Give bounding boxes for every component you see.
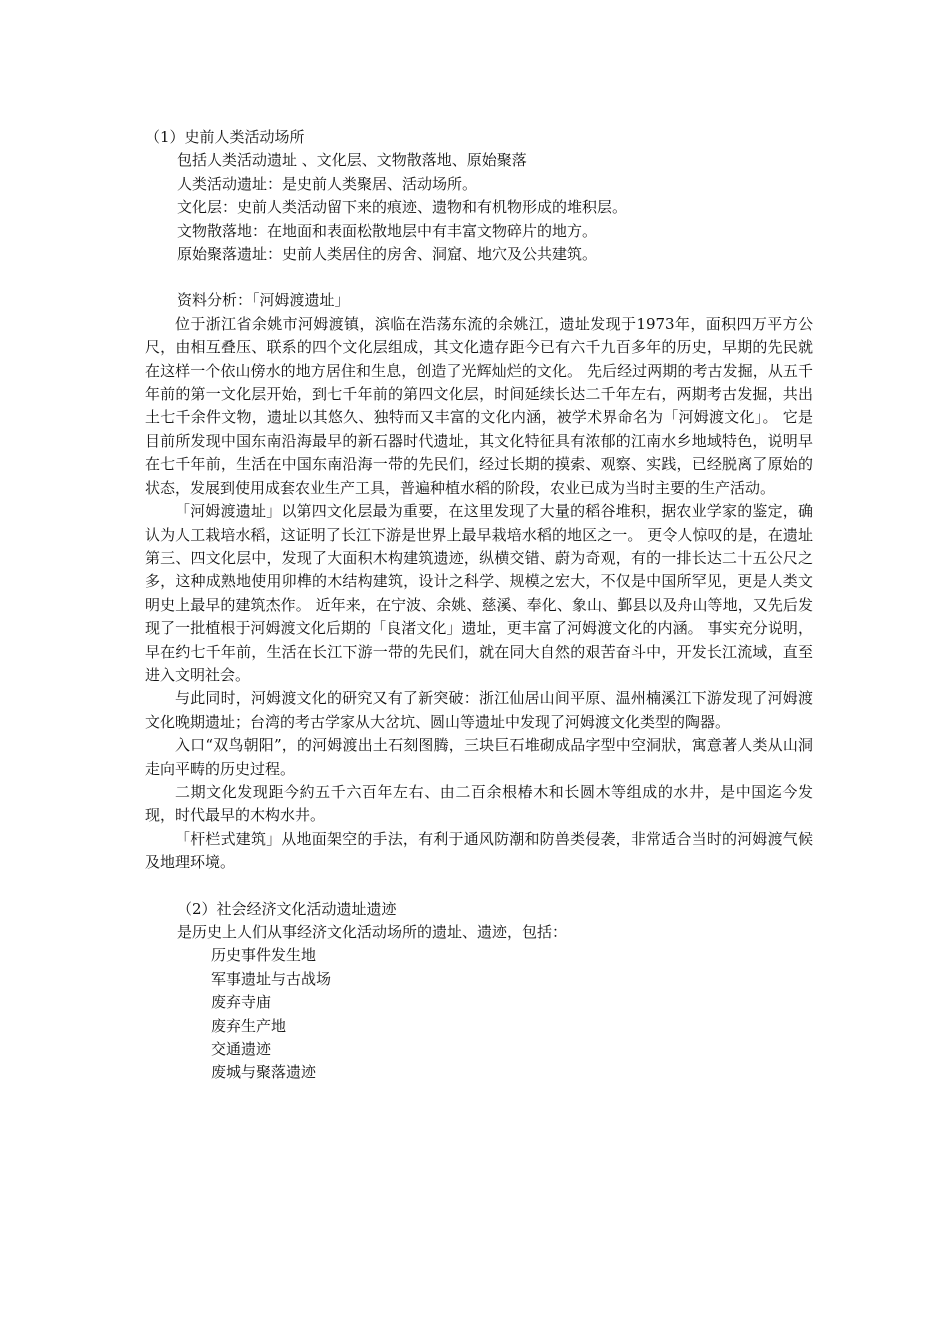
section1-line-3: 文化层：史前人类活动留下来的痕迹、遗物和有机物形成的堆积层。 (177, 198, 628, 217)
analysis-paragraph-6: 「杆栏式建筑」从地面架空的手法，有利于通风防潮和防兽类侵袭，非常适合当时的河姆渡气候及地理环境。 (145, 829, 813, 872)
spacer (145, 266, 813, 289)
section1-heading: （1）史前人类活动场所 (145, 128, 305, 146)
spacer (145, 875, 813, 898)
analysis-title: 资料分析：「河姆渡遗址」 (177, 291, 350, 310)
section2-item-2: 军事遗址与古战场 (211, 969, 332, 988)
section1-line-5: 原始聚落遗址：史前人类居住的房舍、洞窟、地穴及公共建筑。 (177, 245, 598, 264)
section1-line-4: 文物散落地：在地面和表面松散地层中有丰富文物碎片的地方。 (177, 221, 598, 240)
section1-line-2: 人类活动遗址：是史前人类聚居、活动场所。 (177, 174, 478, 193)
section2-item-6: 废城与聚落遗迹 (211, 1063, 317, 1082)
analysis-paragraph-1: 位于浙江省余姚市河姆渡镇，滨临在浩荡东流的余姚江，遗址发现于1973年，面积四万平方公尺，由相互叠压、联系的四个文化层组成，其文化遗存距今已有六千九百多年的历史，早期的先民就在这样一个依山傍水的地方居住和生息，创造了光辉灿烂的文化。 先后经过两期的考古发掘，从五千年前的第一文化层开始，到七千年前的第四文化层，时间延续长达二千年左右，两期考古发掘，共出土七千余件文物，遗址以其悠久、独特而又丰富的文化内涵，被学术界命名为「河姆渡文化」。 它是目前所发现中国东南沿海最早的新石器时代遗址，其文化特征具有浓郁的江南水乡地域特色，说明早在七千年前，生活在中国东南沿海一带的先民们，经过长期的摸索、观察、实践，已经脱离了原始的状态，发展到使用成套农业生产工具，普遍种植水稻的阶段，农业已成为当时主要的生产活动。 (145, 314, 813, 497)
section2-item-5: 交通遗迹 (211, 1040, 272, 1059)
document-page (145, 126, 813, 1085)
analysis-paragraph-5: 二期文化发现距今約五千六百年左右、由二百余根椿木和长圆木等组成的水井，是中国迄今发现，时代最早的木构水井。 (145, 782, 813, 825)
analysis-paragraph-3: 与此同时，河姆渡文化的研究又有了新突破：浙江仙居山间平原、温州楠溪江下游发现了河姆渡文化晚期遗址；台湾的考古学家从大岔坑、圆山等遗址中发现了河姆渡文化类型的陶器。 (145, 689, 813, 731)
analysis-paragraph-4: 入口“双鸟朝阳”，的河姆渡出土石刻图腾，三块巨石堆砌成品字型中空洞狀，寓意著人类从山洞走向平畴的历史过程。 (145, 736, 813, 778)
section2-item-4: 废弃生产地 (211, 1016, 287, 1035)
section2-intro: 是历史上人们从事经济文化活动场所的遗址、遗迹，包括： (177, 923, 568, 941)
section1-line-1: 包括人类活动遗址 、文化层、文物散落地、原始聚落 (177, 151, 527, 170)
analysis-paragraph-2: 「河姆渡遗址」以第四文化层最为重要，在这里发现了大量的稻谷堆积，据农业学家的鉴定，确认为人工栽培水稻，这证明了长江下游是世界上最早栽培水稻的地区之一。 更令人惊叹的是，在遗址第三、四文化层中，发现了大面积木构建筑遗迹，纵横交错、蔚为奇观，有的一排长达二十五公尺之多，这种成熟地使用卯榫的木结构建筑，设计之科学、规模之宏大，不仅是中国所罕见，更是人类文明史上最早的建筑杰作。 近年来，在宁波、余姚、慈溪、奉化、象山、鄞县以及舟山等地，又先后发现了一批植根于河姆渡文化后期的「良渚文化」遗址，更丰富了河姆渡文化的内涵。 事实充分说明，早在约七千年前，生活在长江下游一带的先民们，就在同大自然的艰苦奋斗中，开发长江流域，直至进入文明社会。 (145, 502, 813, 684)
section2-item-1: 历史事件发生地 (211, 946, 317, 965)
section2-heading: （2）社会经济文化活动遗址遗迹 (177, 899, 397, 918)
section2-item-3: 废弃寺庙 (211, 993, 272, 1012)
